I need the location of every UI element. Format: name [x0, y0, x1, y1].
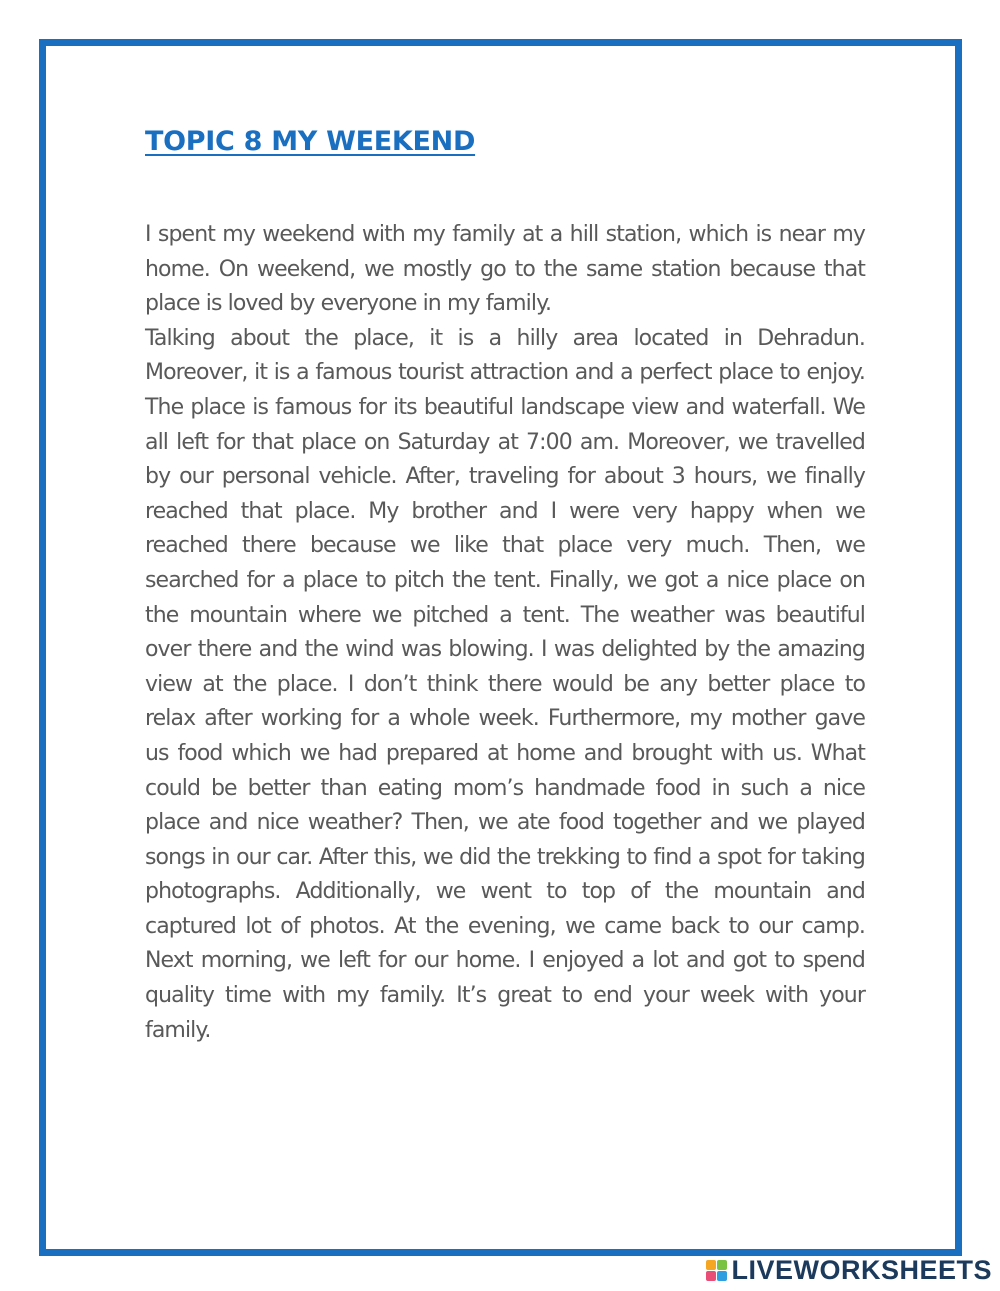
- page-frame: [39, 39, 962, 1256]
- liveworksheets-branding[interactable]: [706, 1256, 992, 1284]
- brand-logo-text: LIVEWORKSHEETS: [731, 1254, 992, 1285]
- essay-body: [145, 218, 865, 1048]
- essay-paragraph-2: Talking about the place, it is a hilly area located in Dehradun. Moreover, it is a famous tourist attraction and a perfect place to enjoy. The place is famous for its beautiful landscape view and waterfall. We all left for that place on Saturday at 7:00 am. Moreover, we travelled by our personal vehicle. After, traveling for about 3 hours, we finally reached that place. My brother and I were very happy when we reached there because we like that place very much. Then, we searched for a place to pitch the tent. Finally, we got a nice place on the mountain where we pitched a tent. The weather was beautiful over there and the wind was blowing. I was delighted by the amazing view at the place. I don’t think there would be any better place to relax after working for a whole week. Furthermore, my mother gave us food which we had prepared at home and brought with us. What could be better than eating mom’s handmade food in such a nice place and nice weather? Then, we ate food together and we played songs in our car. After this, we did the trekking to find a spot for taking photographs. Additionally, we went to top of the mountain and captured lot of photos. At the evening, we came back to our camp. Next morning, we left for our home. I enjoyed a lot and got to spend quality time with my family. It’s great to end your week with your family.: [145, 325, 865, 1043]
- page-title: TOPIC 8 MY WEEKEND: [145, 126, 476, 157]
- liveworksheets-logo-icon: [706, 1260, 727, 1281]
- logo-tile-icon: [706, 1271, 716, 1281]
- logo-tile-icon: [717, 1260, 727, 1270]
- essay-paragraph-1: I spent my weekend with my family at a hill station, which is near my home. On weekend, we mostly go to the same station because that place is loved by everyone in my family.: [145, 222, 865, 317]
- logo-tile-icon: [706, 1260, 716, 1270]
- logo-tile-icon: [717, 1271, 727, 1281]
